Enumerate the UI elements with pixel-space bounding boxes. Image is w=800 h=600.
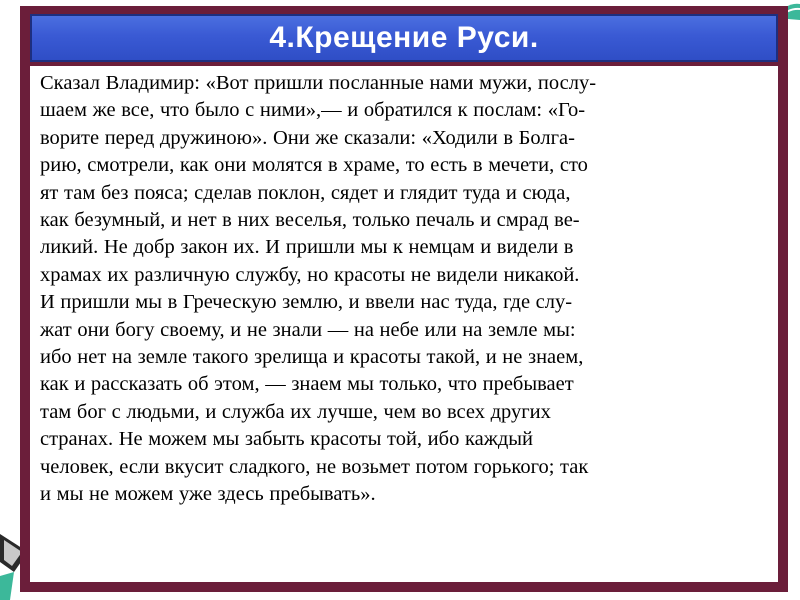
content-area	[30, 66, 778, 582]
text-line: шаем же все, что было с ними»,— и обратился к послам: «Го-	[40, 99, 586, 122]
text-line: как и рассказать об этом, — знаем мы только, что пребывает	[40, 373, 574, 396]
text-line: ворите перед дружиною». Они же сказали: «Ходили в Болга-	[40, 126, 575, 149]
text-line: храмах их различную службу, но красоты не видели никакой.	[40, 263, 580, 286]
text-line: И пришли мы в Греческую землю, и ввели нас туда, где слу-	[40, 291, 573, 314]
text-line: и мы не можем уже здесь пребывать».	[40, 483, 376, 506]
text-line: ибо нет на земле такого зрелища и красоты такой, и не знаем,	[40, 346, 584, 369]
text-line: Сказал Владимир: «Вот пришли посланные нами мужи, послу-	[40, 72, 597, 94]
title-bar	[30, 14, 778, 62]
slide-title: 4.Крещение Руси.	[269, 21, 539, 54]
text-line: ликий. Не добр закон их. И пришли мы к немцам и видели в	[40, 236, 574, 259]
text-line: жат они богу своему, и не знали — на небе или на земле мы:	[40, 318, 576, 341]
text-line: человек, если вкусит сладкого, не возьмет потом горького; так	[40, 455, 589, 478]
text-line: как безумный, и нет в них веселья, только печаль и смрад ве-	[40, 209, 580, 232]
text-line: ят там без пояса; сделав поклон, сядет и глядит туда и сюда,	[40, 181, 571, 204]
text-line: там бог с людьми, и служба их лучше, чем во всех других	[40, 400, 551, 423]
text-line: странах. Не можем мы забыть красоты той, ибо каждый	[40, 428, 534, 451]
text-line: рию, смотрели, как они молятся в храме, то есть в мечети, сто	[40, 154, 588, 177]
